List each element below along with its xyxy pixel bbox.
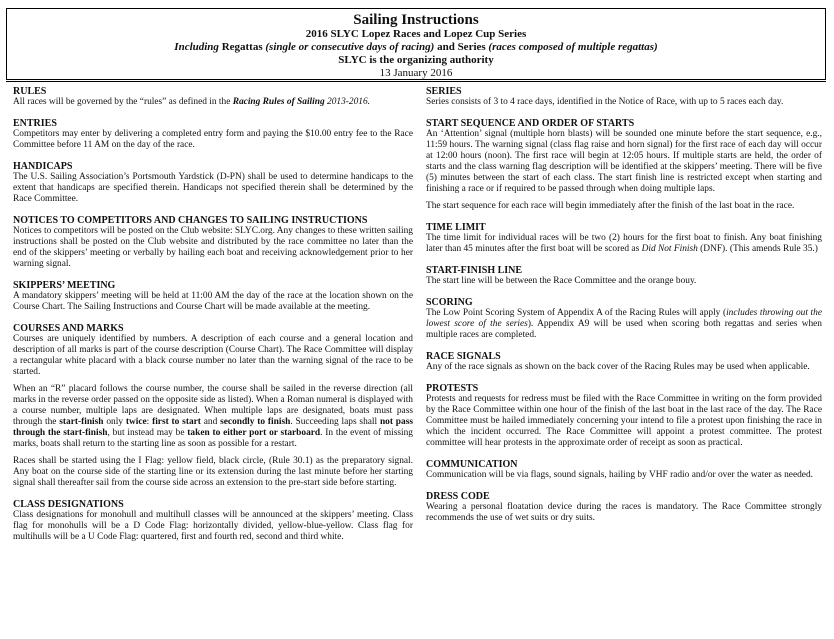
section-handicaps: [13, 161, 413, 205]
section-text: Races shall be started using the I Flag: yellow field, black circle, (Rule 30.1) as the preparatory signal. Any boat on the course side of the starting line or its extension during the last minute before her starting signal shall thereafter sail from the course side across an extension to the pre-start side before starting.: [13, 456, 413, 488]
section-text: Competitors may enter by delivering a completed entry form and paying the $10.00 entry fee to the Race Committee before 11 AM on the day of the race.: [13, 129, 413, 150]
section-heading: START SEQUENCE AND ORDER OF STARTS: [426, 118, 635, 129]
section-text: Class designations for monohull and multihull classes will be announced at the skippers’ meeting. Class flag for monohulls will be a D Code Flag: horizontally divided, yellow-blue-yellow. Class flag for multihulls will be a U Code Flag: quartered, first and fourth red, second and third white.: [13, 510, 413, 542]
section-skippers-meeting: [13, 280, 413, 313]
section-text: The time limit for individual races will be two (2) hours for the first boat to finish. Any boat finishing later than 45 minutes after the first boat will be scored as Did Not Finish (DNF). (This amends Rule 35.): [426, 233, 822, 254]
section-dress-code: [426, 491, 822, 524]
section-text: Series consists of 3 to 4 race days, identified in the Notice of Race, with up to 5 races each day.: [426, 97, 784, 107]
document-header: [6, 8, 826, 80]
section-text: Any of the race signals as shown on the back cover of the Racing Rules may be used when applicable.: [426, 362, 810, 372]
section-heading: SERIES: [426, 86, 462, 97]
section-text: The Low Point Scoring System of Appendix A of the Racing Rules will apply (includes throwing out the lowest score of the series). Appendix A9 will be used when scoring both regattas and series when multiple races are completed.: [426, 308, 822, 340]
section-heading: RACE SIGNALS: [426, 351, 501, 362]
section-text: All races will be governed by the “rules” as defined in the Racing Rules of Sailing 2013-2016.: [13, 97, 370, 107]
section-text: A mandatory skippers’ meeting will be held at 11:00 AM the day of the race at the location shown on the Course Chart. The Sailing Instructions and Course Chart will be made available at the meeting.: [13, 291, 413, 312]
section-heading: HANDICAPS: [13, 161, 73, 172]
section-notices: [13, 215, 413, 270]
section-rules: [13, 86, 413, 108]
section-heading: PROTESTS: [426, 383, 479, 394]
section-heading: TIME LIMIT: [426, 222, 486, 233]
section-heading: ENTRIES: [13, 118, 57, 129]
section-heading: SKIPPERS’ MEETING: [13, 280, 116, 291]
section-protests: [426, 383, 822, 449]
section-heading: COMMUNICATION: [426, 459, 518, 470]
right-column: [426, 86, 822, 534]
document-title: Sailing Instructions: [353, 12, 479, 28]
section-class-designations: [13, 499, 413, 543]
section-heading: DRESS CODE: [426, 491, 490, 502]
section-race-signals: [426, 351, 822, 373]
section-communication: [426, 459, 822, 481]
section-entries: [13, 118, 413, 151]
header-divider: [6, 81, 826, 82]
section-series: [426, 86, 822, 108]
section-courses: [13, 323, 413, 489]
section-text: The start sequence for each race will begin immediately after the finish of the last boat in the race.: [426, 201, 795, 211]
section-text: Wearing a personal floatation device during the races is mandatory. The Race Committee strongly recommends the use of wet suits or dry suits.: [426, 502, 822, 523]
organizing-authority: SLYC is the organizing authority: [338, 54, 494, 66]
section-heading: NOTICES TO COMPETITORS AND CHANGES TO SAILING INSTRUCTIONS: [13, 215, 368, 226]
section-heading: START-FINISH LINE: [426, 265, 523, 276]
document-subtitle: 2016 SLYC Lopez Races and Lopez Cup Series: [305, 28, 527, 40]
document-date: 13 January 2016: [379, 67, 453, 79]
section-text: An ‘Attention’ signal (multiple horn blasts) will be sounded one minute before the start sequence, e.g., 11:59 hours. The warning signal (class flag raise and horn signal) for the first race of each day will occur at 12:00 hours (noon). The first race will begin at 12:05 hours. If multiple starts are held, the order of starts and the class warning flag description will be identified at the skippers’ meeting. There will be five (5) minutes between the start of each class. The start finish line is restricted except when starting and finishing a race or if required to be passed through when doing multiple laps.: [426, 129, 822, 194]
section-text: Courses are uniquely identified by numbers. A description of each course and a general location and description of all marks is part of the course description (Course Chart). The Race Committee will display a rectangular white placard with a black course number no later than the warning signal of the race to be started.: [13, 334, 413, 377]
section-heading: RULES: [13, 86, 47, 97]
section-text: When an “R” placard follows the course number, the course shall be sailed in the reverse direction (all marks in the reverse order passed on the opposite side as listed). When a Roman numeral is displayed with a course number, multiple laps are designated. When multiple laps are designated, boats must pass through the start-finish only twice: first to start and secondly to finish. Succeeding laps shall not pass through the start-finish, but instead may be taken to either port or starboard. In the event of missing marks, boats shall return to the starting line as soon as possible for a restart.: [13, 384, 413, 449]
section-text: Communication will be via flags, sound signals, hailing by VHF radio and/or over the water as needed.: [426, 470, 813, 480]
section-text: The start line will be between the Race Committee and the orange bouy.: [426, 276, 697, 286]
section-time-limit: [426, 222, 822, 255]
section-heading: COURSES AND MARKS: [13, 323, 124, 334]
section-start-sequence: [426, 118, 822, 212]
section-heading: CLASS DESIGNATIONS: [13, 499, 124, 510]
section-text: Notices to competitors will be posted on the Club website: SLYC.org. Any changes to these written sailing instructions shall be posted on the Club website and distributed by the race committee no later than the end of the skippers’ meeting or verbally by hailing each boat and receiving acknowledgement prior to her warning signal.: [13, 226, 413, 269]
section-text: The U.S. Sailing Association’s Portsmouth Yardstick (D-PN) shall be used to determine handicaps to the extent that handicaps are specified therein. Handicaps not specified therein shall be determined by the Race Committee.: [13, 172, 413, 204]
section-text: Protests and requests for redress must be filed with the Race Committee in writing on the form provided by the Race Committee within one hour of the finish of the last boat in the last race of the day. The Race Committee must be hailed immediately concerning your intend to file a protest upon finishing the race in which the incident occurred. The Race Committee will appoint a protest committee. The protest committee will hear protests in the approximate order of receipt as soon as practical.: [426, 394, 822, 448]
section-scoring: [426, 297, 822, 341]
including-line: Including Regattas (single or consecutive days of racing) and Series (races composed of multiple regattas): [174, 41, 658, 53]
section-start-finish-line: [426, 265, 822, 287]
section-heading: SCORING: [426, 297, 473, 308]
left-column: [13, 86, 413, 553]
